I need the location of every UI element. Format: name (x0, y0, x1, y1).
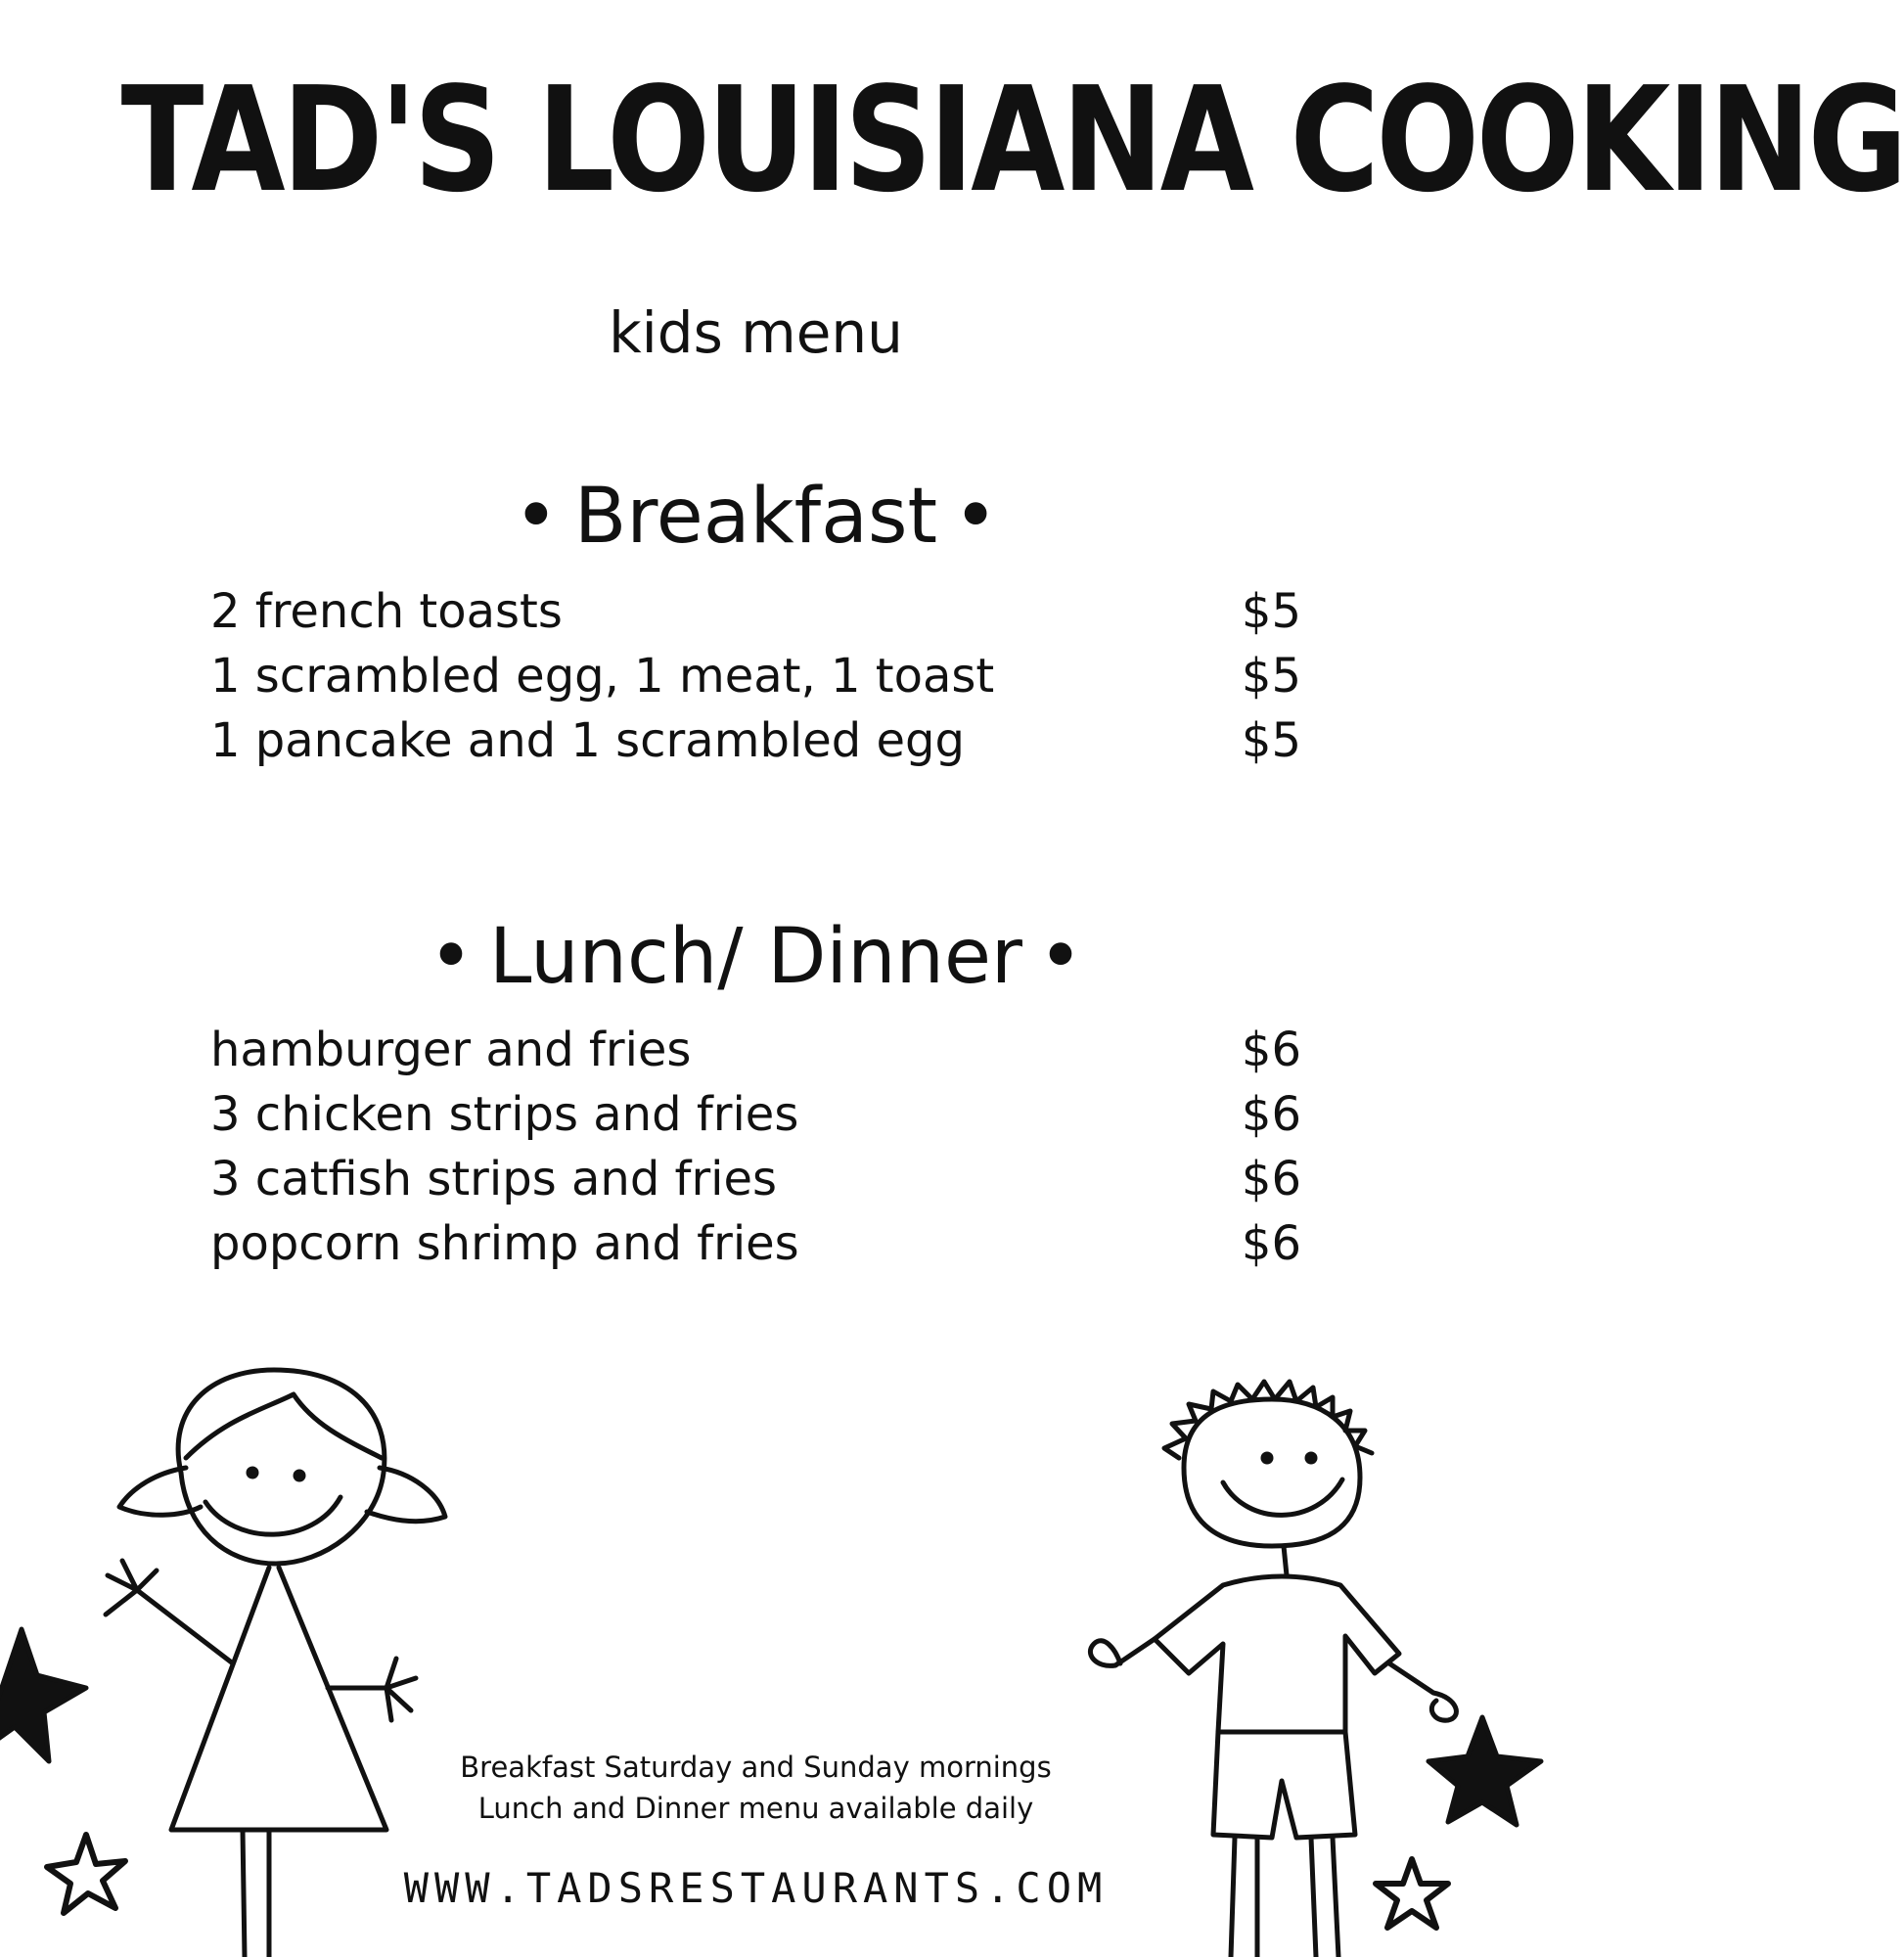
bullet-dot: • (1038, 913, 1084, 1001)
bullet-dot: • (513, 473, 559, 561)
website-link[interactable]: WWW.TADSRESTAURANTS.COM (403, 1864, 1109, 1912)
hours-note-line-1: Breakfast Saturday and Sunday mornings (460, 1751, 1052, 1784)
item-price: $5 (1241, 713, 1301, 768)
item-price: $5 (1241, 649, 1301, 704)
breakfast-heading-label: Breakfast (573, 473, 938, 561)
item-price: $5 (1241, 584, 1301, 639)
item-name: popcorn shrimp and fries (210, 1216, 799, 1271)
star-icon (0, 1629, 86, 1761)
lunch-dinner-heading-label: Lunch/ Dinner (488, 913, 1022, 1001)
item-name: 1 pancake and 1 scrambled egg (210, 713, 965, 768)
item-name: 2 french toasts (210, 584, 563, 639)
item-name: hamburger and fries (210, 1023, 692, 1077)
menu-subtitle: kids menu (609, 299, 903, 366)
item-price: $6 (1241, 1152, 1301, 1206)
item-name: 3 catfish strips and fries (210, 1152, 778, 1206)
bullet-dot: • (428, 913, 474, 1001)
hours-note (0, 1747, 1512, 1829)
item-name: 1 scrambled egg, 1 meat, 1 toast (210, 649, 995, 704)
restaurant-title: TAD'S LOUISIANA COOKING (120, 56, 1904, 224)
bullet-dot: • (953, 473, 999, 561)
item-name: 3 chicken strips and fries (210, 1087, 799, 1142)
hours-note-line-2: Lunch and Dinner menu available daily (477, 1792, 1034, 1825)
item-price: $6 (1241, 1023, 1301, 1077)
item-price: $6 (1241, 1087, 1301, 1142)
item-price: $6 (1241, 1216, 1301, 1271)
